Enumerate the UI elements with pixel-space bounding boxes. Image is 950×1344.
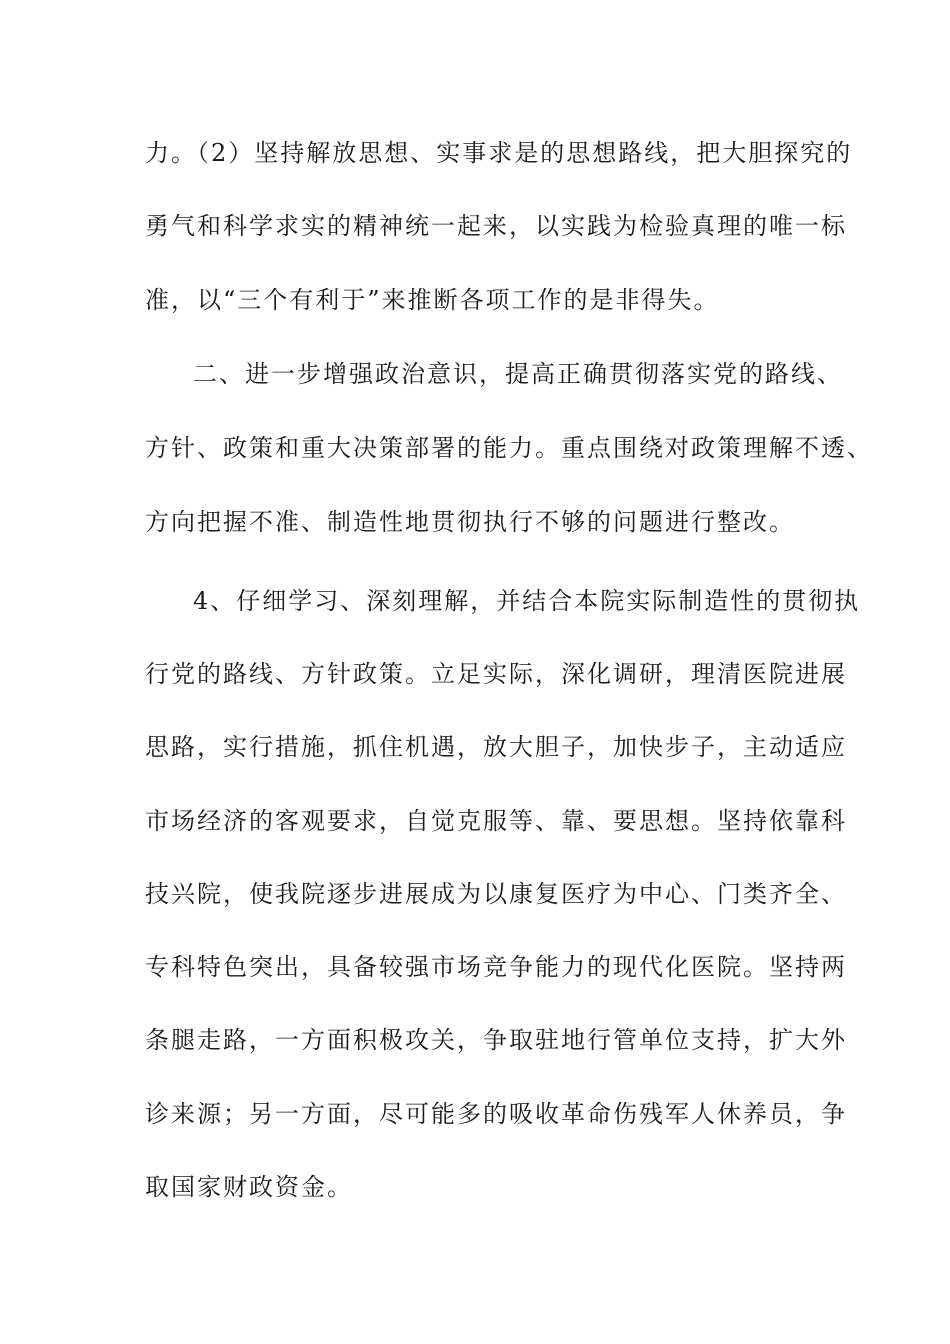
text-line-3: 准，以“三个有利于”来推断各项工作的是非得失。	[145, 286, 720, 314]
text-line-6: 方向把握不准、制造性地贯彻执行不够的问题进行整改。	[145, 508, 795, 536]
text-line-12: 专科特色突出，具备较强市场竞争能力的现代化医院。坚持两	[145, 953, 847, 981]
text-line-9: 思路，实行措施，抓住机遇，放大胆子，加快步子，主动适应	[145, 733, 847, 761]
text-line-1: 力。（2）坚持解放思想、实事求是的思想路线，把大胆探究的	[145, 139, 853, 167]
text-line-2: 勇气和科学求实的精神统一起来，以实践为检验真理的唯一标	[145, 212, 847, 240]
text-line-15: 取国家财政资金。	[145, 1173, 353, 1201]
text-line-11: 技兴院，使我院逐步进展成为以康复医疗为中心、门类齐全、	[145, 880, 847, 908]
text-line-13: 条腿走路，一方面积极攻关，争取驻地行管单位支持，扩大外	[145, 1026, 847, 1054]
paragraph-4-start: 4、仔细学习、深刻理解，并结合本院实际制造性的贯彻执	[193, 587, 861, 615]
text-line-5: 方针、政策和重大决策部署的能力。重点围绕对政策理解不透、	[145, 434, 873, 462]
section-heading-2: 二、进一步增强政治意识，提高正确贯彻落实党的路线、	[193, 360, 843, 388]
text-line-10: 市场经济的客观要求，自觉克服等、靠、要思想。坚持依靠科	[145, 807, 847, 835]
text-line-14: 诊来源；另一方面，尽可能多的吸收革命伤残军人休养员，争	[145, 1100, 847, 1128]
text-line-8: 行党的路线、方针政策。立足实际，深化调研，理清医院进展	[145, 660, 847, 688]
